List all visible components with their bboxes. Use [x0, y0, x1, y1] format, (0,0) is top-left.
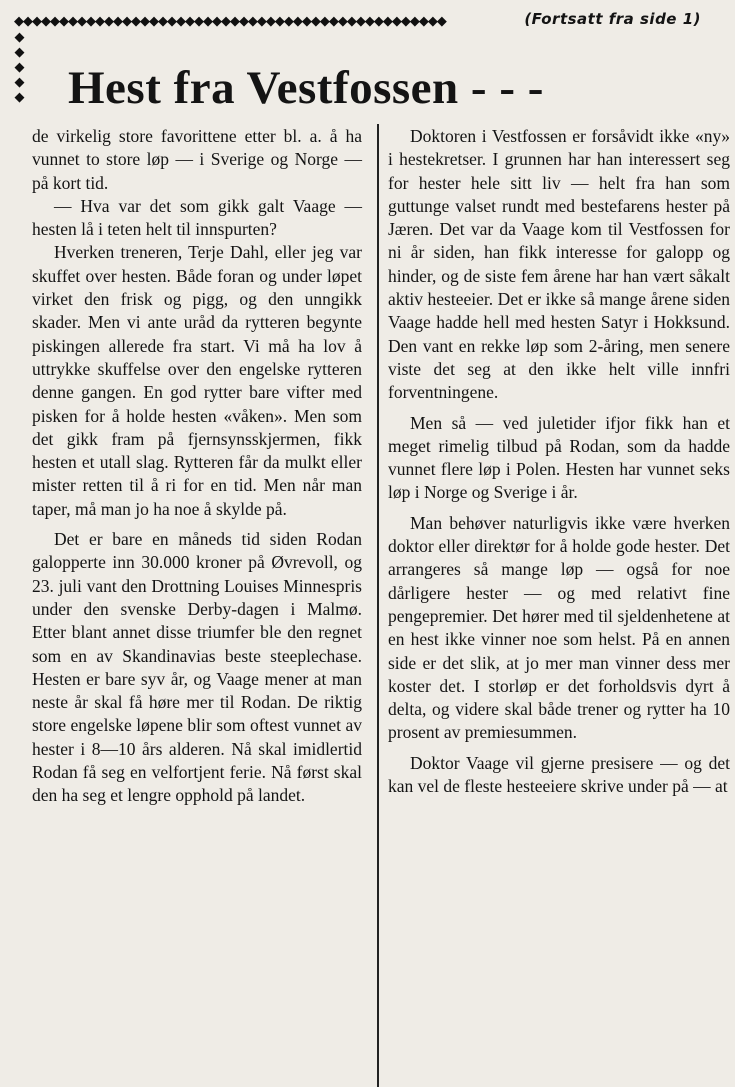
article-right-column [388, 125, 730, 798]
paragraph: de virkelig store favorittene etter bl. a. å ha vunnet to store løp — i Sverige og Norge — på kort tid. [32, 126, 362, 193]
column-divider [377, 124, 379, 1087]
paragraph: Doktoren i Vestfossen er forsåvidt ikke «ny» i hestekretser. I grunnen har han interessert seg for hester hele sitt liv — helt fra han som guttunge valset rundt med bestefarens hester på Jæren. Det var da Vaage kom til Vestfossen for ni år siden, han fikk interesse for galopp og hinder, og de siste fem årene har han vært såkalt aktiv hesteeier. Det er ikke så mange årene siden Vaage hadde hell med hesten Satyr i Hokksund. Den vant en rekke løp som 2-åring, men senere viste det seg at den ikke helt ville innfri forventningene. [388, 126, 730, 403]
headline: Hest fra Vestfossen - - - [68, 62, 544, 114]
ornament-border-left: ◆◆◆◆◆ [12, 30, 27, 105]
ornament-border-top: ◆◆◆◆◆◆◆◆◆◆◆◆◆◆◆◆◆◆◆◆◆◆◆◆◆◆◆◆◆◆◆◆◆◆◆◆◆◆◆◆◆◆◆◆◆◆◆◆ [14, 14, 446, 29]
paragraph: Men så — ved juletider ifjor fikk han et meget rimelig tilbud på Rodan, som da hadde vunnet flere løp i Polen. Hesten har vunnet seks løp i Norge og Sverige i år. [388, 412, 730, 503]
paragraph: Man behøver naturligvis ikke være hverken doktor eller direktør for å holde gode hester. Det arrangeres så mange løp — også for noe dårligere hester — og med relativt fine pengepremier. Det hører med til sjeldenhetene at en hest ikke vinner noe som helst. På en annen side er det slik, at jo mer man vinner dess mer koster det. I storløp er det forholdsvis dyrt å delta, og videre skal både trener og rytter ha 10 prosent av premiesummen. [388, 512, 730, 743]
continued-from-note: (Fortsatt fra side 1) [524, 10, 701, 28]
paragraph: — Hva var det som gikk galt Vaage — hesten lå i teten helt til innspurten? [32, 195, 362, 240]
article-left-column [32, 125, 362, 808]
paragraph: Det er bare en måneds tid siden Rodan galopperte inn 30.000 kroner på Øvrevoll, og 23. juli vant den Drottning Louises Minnespris under den svenske Derby-dagen i Malmø. Etter blant annet disse triumfer ble den regnet som en av Skandinavias beste steeplechase. Hesten er bare syv år, og Vaage mener at man neste år skal få høre mer til Rodan. De riktig store engelske løpene blir som oftest vunnet av hester i 8—10 års alderen. Nå skal imidlertid Rodan få seg en velfortjent ferie. Nå først skal den ha seg et lengre opphold på landet. [32, 529, 362, 806]
paragraph: Doktor Vaage vil gjerne presisere — og det kan vel de fleste hesteeiere skrive under på — at [388, 752, 730, 797]
paragraph: Hverken treneren, Terje Dahl, eller jeg var skuffet over hesten. Både foran og under løpet virket den frisk og pigg, og den unngikk skader. Men vi ante uråd da rytteren begynte piskingen allerede fra start. Vi må ha lov å uttrykke skuffelse over den engelske rytteren denne gangen. En god rytter bare vifter med pisken for å holde hesten «våken». Men som det gikk fram på fjernsynsskjermen, fikk hesten et utall slag. Rytteren får da mulkt eller mister retten til å ri for en tid. Men når man taper, må man jo ha noe å skylde på. [32, 242, 362, 519]
